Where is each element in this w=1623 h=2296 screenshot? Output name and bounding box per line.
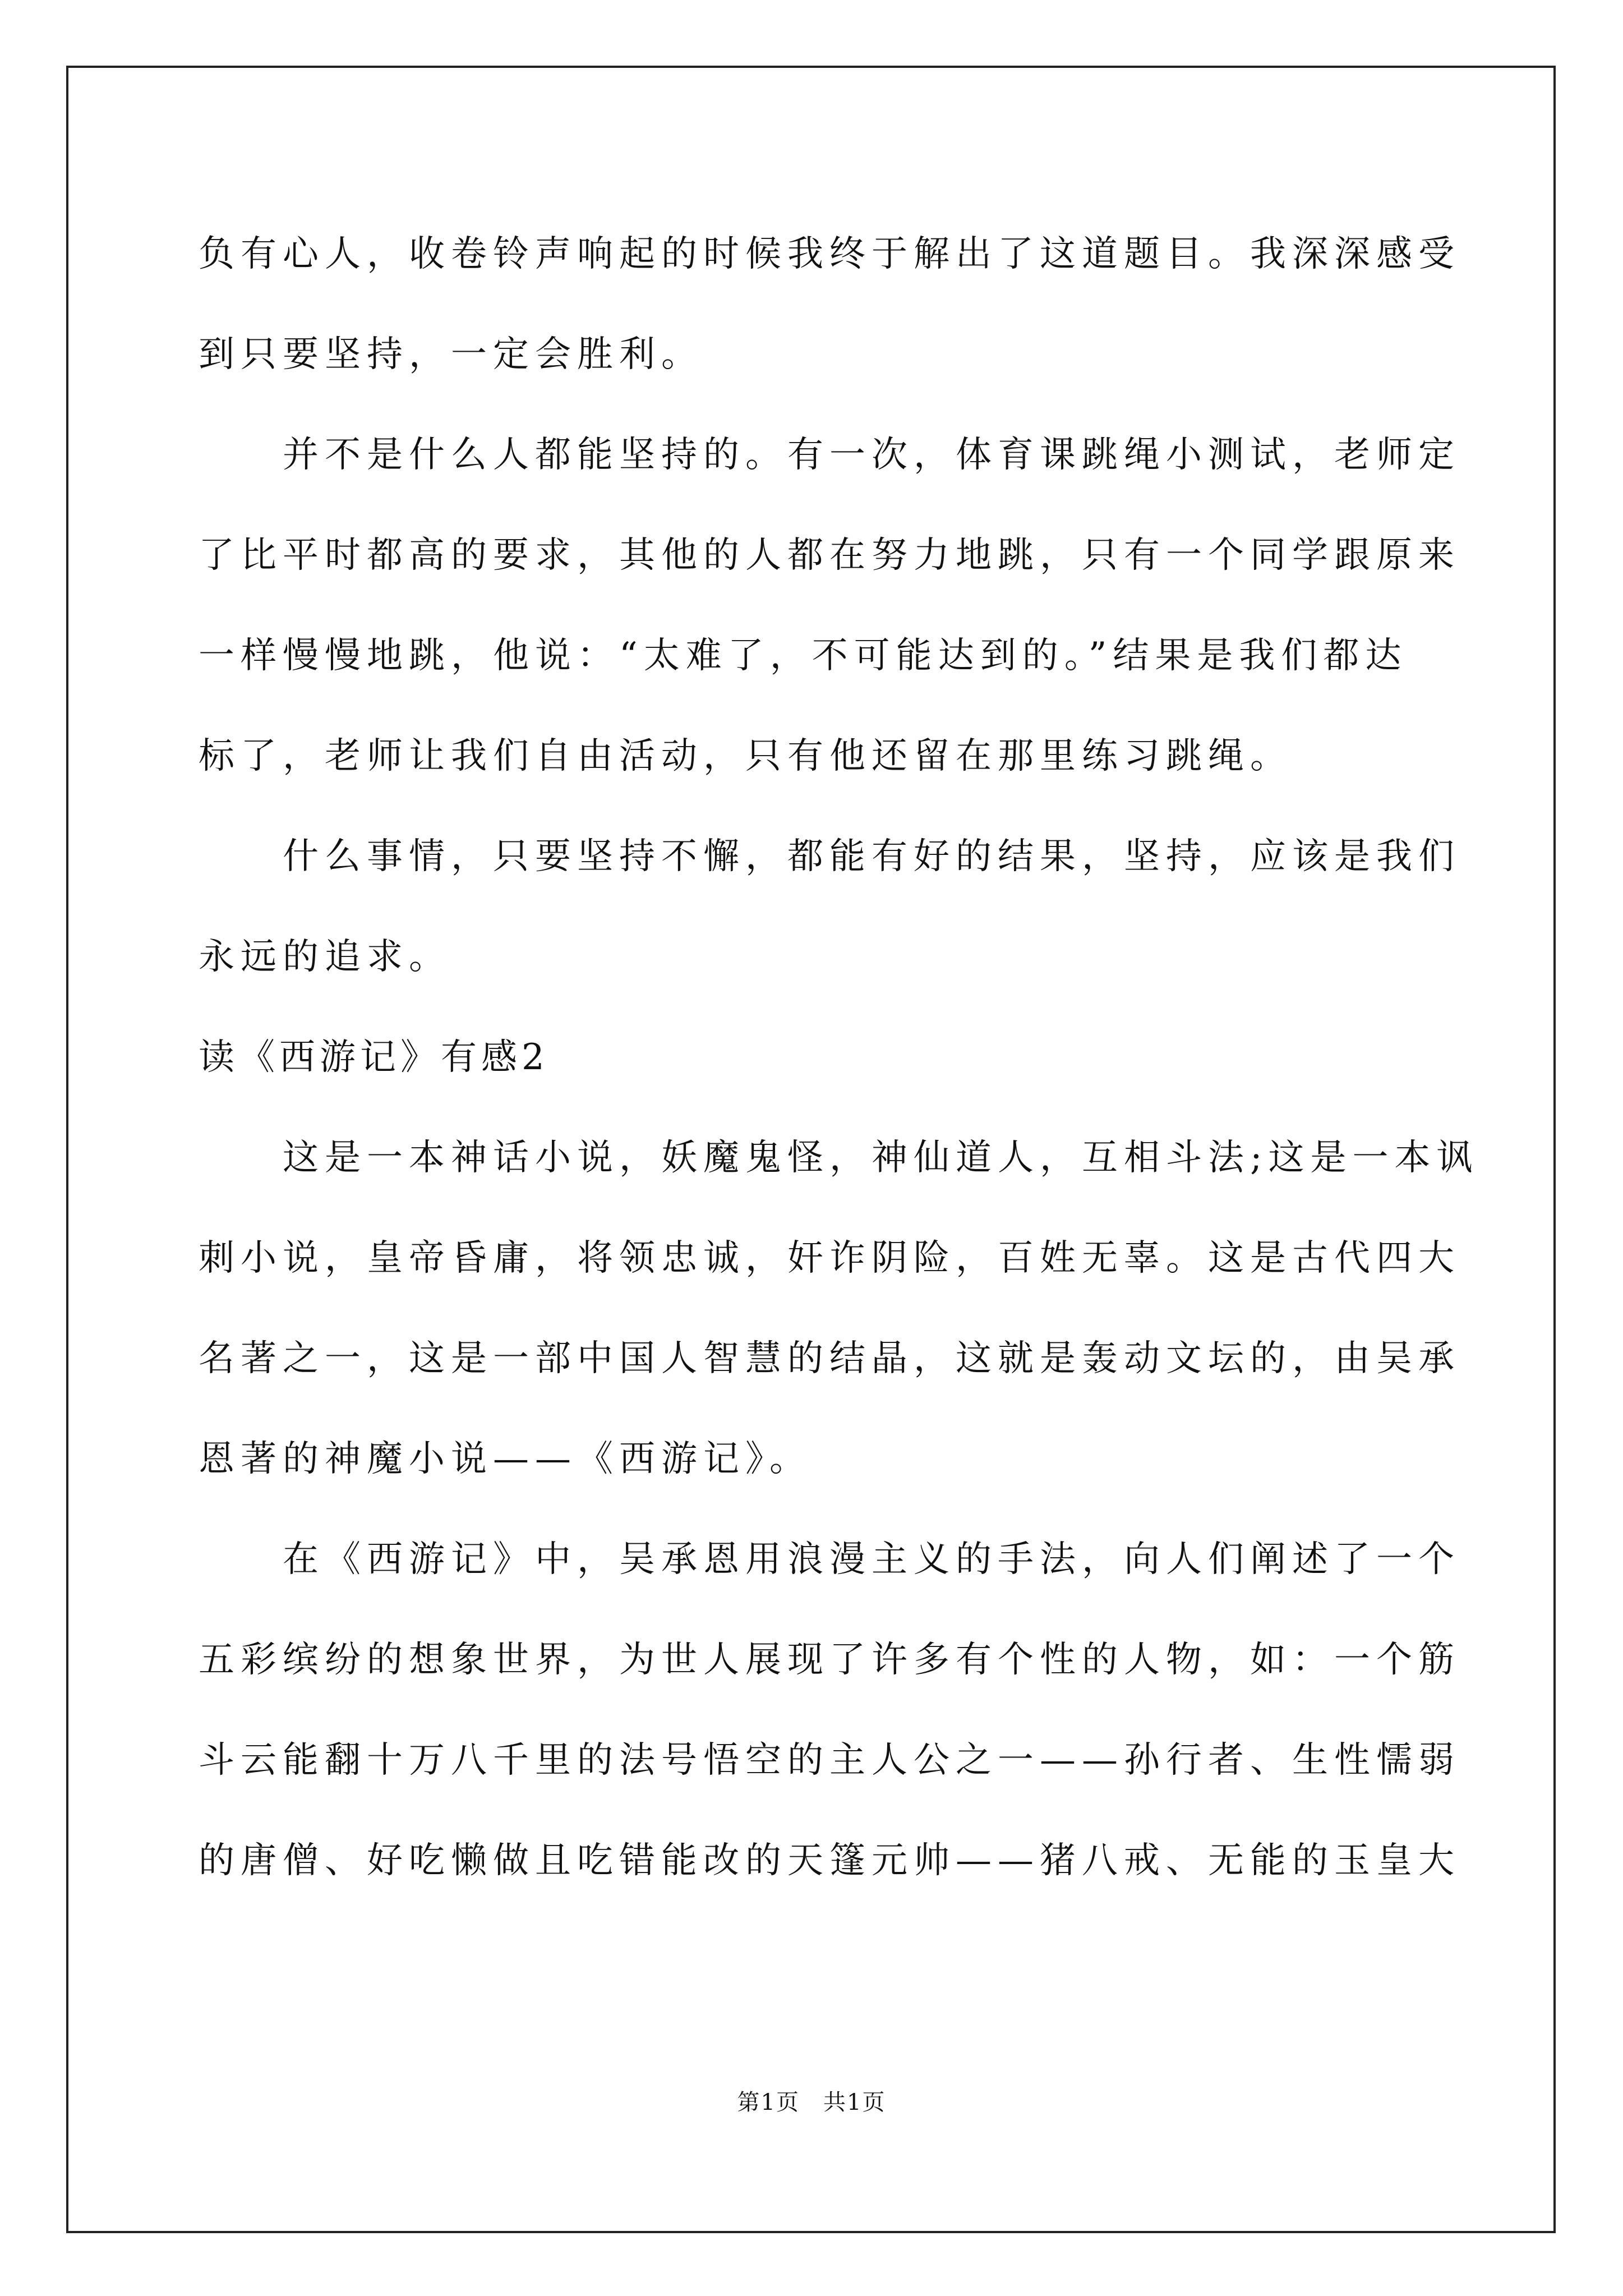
document-body [199,212,1479,1919]
text-line: 了比平时都高的要求，其他的人都在努力地跳，只有一个同学跟原来 [199,535,1460,576]
text-line: 五彩缤纷的想象世界，为世人展现了许多有个性的人物，如：一个筋 [199,1639,1460,1681]
text-line: 这是一本神话小说，妖魔鬼怪，神仙道人，互相斗法;这是一本讽 [283,1137,1479,1179]
text-line: 并不是什么人都能坚持的。有一次，体育课跳绳小测试，老师定 [283,434,1460,476]
section-heading: 读《西游记》有感2 [199,1037,549,1078]
text-line: 一样慢慢地跳，他说：“太难了，不可能达到的。”结果是我们都达 [199,635,1408,677]
text-line: 在《西游记》中，吴承恩用浪漫主义的手法，向人们阐述了一个 [283,1539,1460,1580]
text-line: 斗云能翻十万八千里的法号悟空的主人公之一——孙行者、生性懦弱 [199,1740,1460,1781]
text-line: 永远的追求。 [199,936,451,978]
text-line: 负有心人，收卷铃声响起的时候我终于解出了这道题目。我深深感受 [199,233,1460,275]
text-line: 到只要坚持，一定会胜利。 [199,334,703,375]
text-line: 恩著的神魔小说——《西游记》。 [199,1438,811,1480]
text-line: 刺小说，皇帝昏庸，将领忠诚，奸诈阴险，百姓无辜。这是古代四大 [199,1237,1460,1279]
text-line: 名著之一，这是一部中国人智慧的结晶，这就是轰动文坛的，由吴承 [199,1338,1460,1379]
text-line: 标了，老师让我们自由活动，只有他还留在那里练习跳绳。 [199,735,1292,777]
text-line: 什么事情，只要坚持不懈，都能有好的结果，坚持，应该是我们 [283,836,1460,877]
text-line: 的唐僧、好吃懒做且吃错能改的天篷元帅——猪八戒、无能的玉皇大 [199,1840,1460,1881]
page-footer: 第1页 共1页 [737,2090,886,2115]
